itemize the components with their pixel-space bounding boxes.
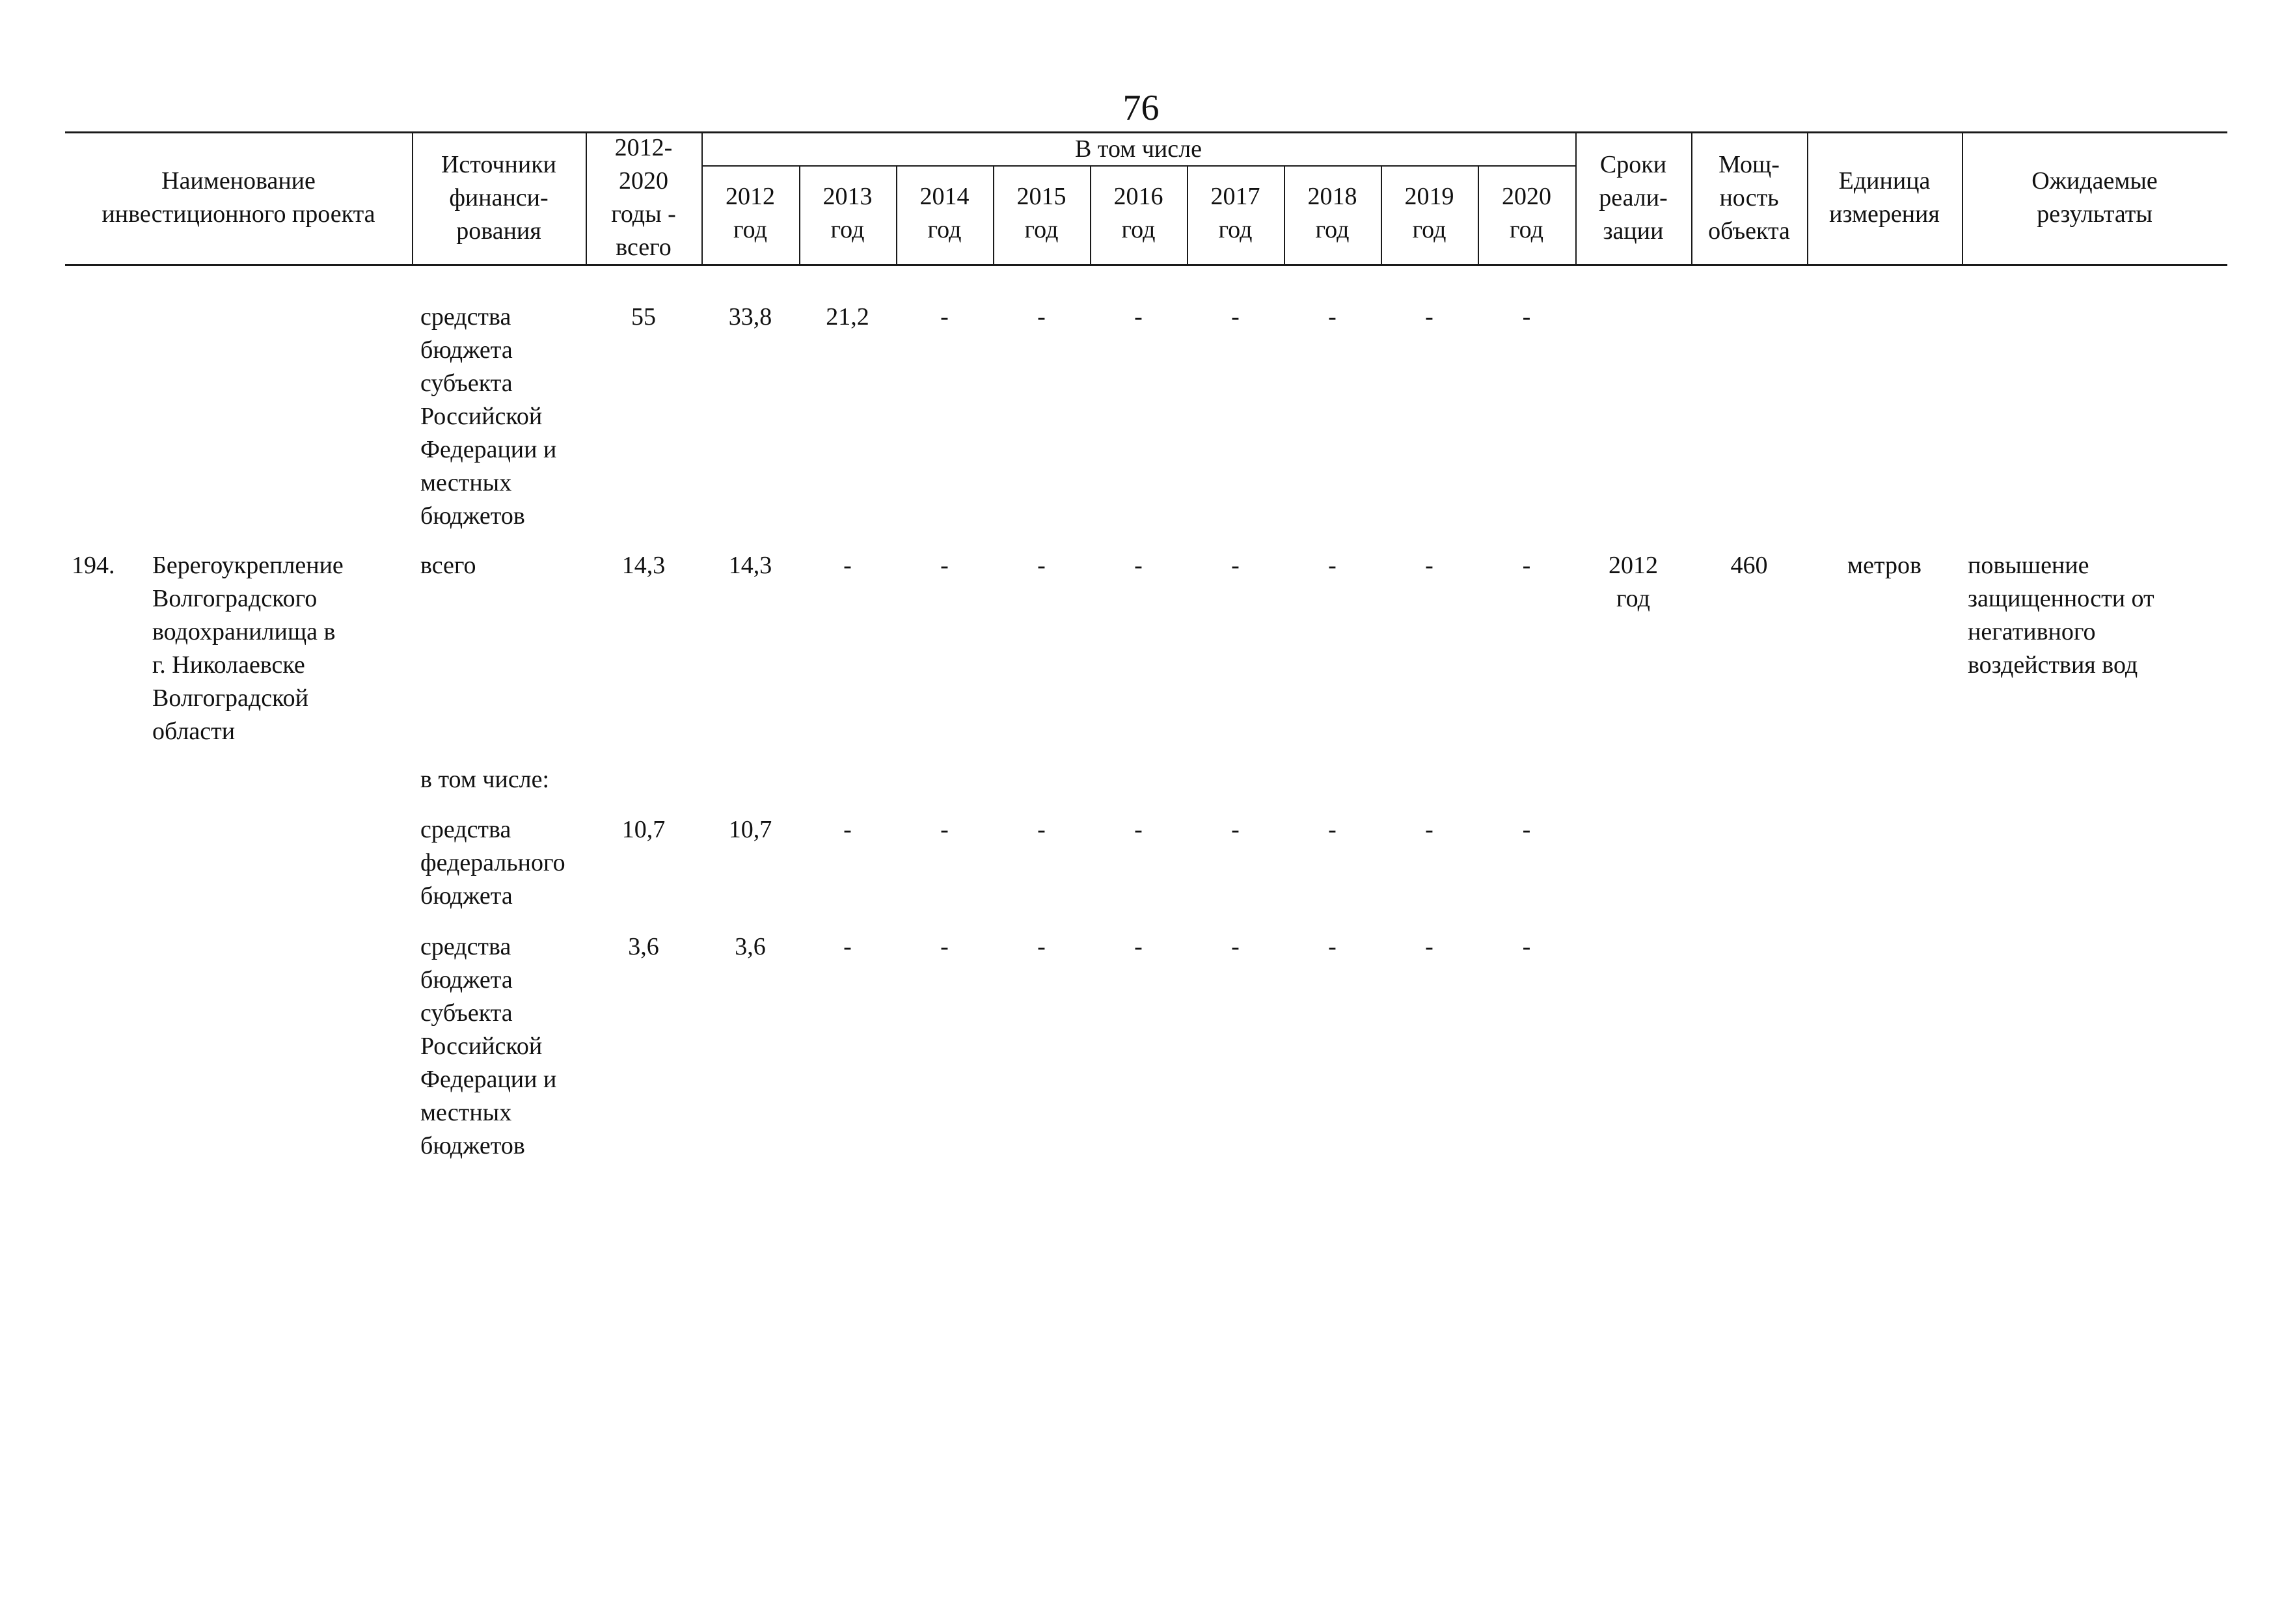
project-name: г. Николаевске: [152, 651, 305, 679]
column-header-name: Наименование: [161, 167, 316, 195]
column-header-terms: зации: [1603, 217, 1664, 245]
column-header-year: год: [1510, 216, 1543, 243]
year-value: -: [1522, 303, 1531, 331]
column-header-terms: Сроки: [1599, 150, 1667, 178]
year-value: 3,6: [735, 933, 766, 960]
year-value: -: [1037, 816, 1046, 843]
column-header-year: 2019: [1404, 183, 1454, 210]
column-header-terms: реали-: [1599, 183, 1668, 211]
financing-source: Федерации и: [420, 1066, 557, 1093]
total-value: 55: [631, 303, 656, 331]
column-header-unit: Единица: [1838, 167, 1931, 195]
year-value: -: [1522, 816, 1531, 843]
financing-source: средства: [420, 303, 511, 331]
year-value: -: [1037, 552, 1046, 579]
column-header-year: 2014: [919, 183, 970, 210]
header-bottom-rule: [65, 264, 2227, 266]
year-value: -: [940, 303, 949, 331]
column-header-results: Ожидаемые: [2031, 167, 2158, 195]
total-value: 3,6: [628, 933, 659, 960]
year-value: 21,2: [826, 303, 869, 331]
implementation-term: год: [1616, 585, 1650, 612]
column-header-year: год: [733, 216, 767, 243]
year-value: -: [1134, 552, 1143, 579]
column-header-year: 2016: [1113, 183, 1163, 210]
column-header-year: 2020: [1502, 183, 1551, 210]
year-value: -: [1134, 933, 1143, 960]
column-header-sources: Источники: [441, 150, 556, 178]
column-header-year: год: [1121, 216, 1156, 243]
year-value: -: [1328, 933, 1337, 960]
year-value: -: [1231, 552, 1240, 579]
column-header-total: годы -: [611, 200, 676, 228]
implementation-term: 2012: [1609, 552, 1658, 579]
project-number: 194.: [72, 552, 115, 579]
year-value: -: [1425, 933, 1433, 960]
year-value: -: [940, 933, 949, 960]
financing-source: федерального: [420, 849, 565, 876]
page-number: 76: [1122, 88, 1160, 128]
column-group-header: В том числе: [1075, 135, 1202, 163]
financing-source: средства: [420, 816, 511, 843]
column-header-year: 2017: [1210, 183, 1260, 210]
measurement-unit: метров: [1847, 552, 1922, 579]
year-value: -: [1522, 552, 1531, 579]
year-value: -: [1425, 816, 1433, 843]
year-value: -: [1328, 552, 1337, 579]
year-value: -: [1134, 816, 1143, 843]
project-name: Берегоукрепление: [152, 552, 344, 579]
financing-source: бюджета: [420, 882, 513, 910]
column-header-year: год: [830, 216, 865, 243]
financing-source: субъекта: [420, 370, 513, 397]
column-header-year: 2012: [726, 183, 775, 210]
financing-source: средства: [420, 933, 511, 960]
column-header-total: 2020: [619, 167, 668, 195]
column-header-total: всего: [616, 234, 672, 261]
year-value: -: [1231, 303, 1240, 331]
column-header-year: год: [1218, 216, 1253, 243]
object-capacity: 460: [1730, 552, 1768, 579]
year-value: -: [843, 933, 852, 960]
year-value: -: [843, 816, 852, 843]
column-header-year: год: [927, 216, 962, 243]
year-value: 14,3: [728, 552, 772, 579]
total-value: 10,7: [621, 816, 666, 843]
year-value: -: [1231, 933, 1240, 960]
column-header-year: год: [1315, 216, 1350, 243]
column-header-year: год: [1024, 216, 1059, 243]
year-value: -: [1037, 303, 1046, 331]
project-name: водохранилища в: [152, 618, 336, 645]
year-value: -: [1037, 933, 1046, 960]
year-value: -: [1425, 303, 1433, 331]
year-value: 10,7: [728, 816, 772, 843]
financing-source: Российской: [420, 1033, 543, 1060]
column-header-capacity: ность: [1719, 183, 1779, 211]
expected-results: негативного: [1968, 618, 2096, 645]
financing-source: Российской: [420, 403, 543, 430]
year-value: -: [1425, 552, 1433, 579]
year-value: -: [1328, 816, 1337, 843]
year-value: -: [843, 552, 852, 579]
column-header-unit: измерения: [1829, 200, 1940, 228]
column-header-year: 2013: [822, 183, 873, 210]
year-value: -: [1134, 303, 1143, 331]
column-header-sources: рования: [456, 217, 541, 245]
financing-source: бюджетов: [420, 502, 525, 530]
expected-results: повышение: [1968, 552, 2089, 579]
column-header-year: 2018: [1307, 183, 1357, 210]
column-header-name: инвестиционного проекта: [102, 200, 375, 228]
project-name: Волгоградской: [152, 684, 308, 712]
financing-source: бюджета: [420, 336, 513, 364]
column-header-year: год: [1412, 216, 1447, 243]
financing-source: всего: [420, 552, 476, 579]
financing-source: субъекта: [420, 999, 513, 1027]
financing-source: местных: [420, 469, 512, 496]
financing-source: Федерации и: [420, 436, 557, 463]
project-name: области: [152, 718, 236, 745]
financing-source: в том числе:: [420, 766, 550, 793]
financing-source: бюджета: [420, 966, 513, 994]
expected-results: воздействия вод: [1968, 651, 2138, 679]
year-value: -: [940, 816, 949, 843]
column-header-sources: финанси-: [449, 183, 549, 211]
financing-source: бюджетов: [420, 1132, 525, 1159]
column-header-year: 2015: [1016, 183, 1066, 210]
column-header-total: 2012-: [614, 134, 673, 161]
year-value: -: [1522, 933, 1531, 960]
year-value: -: [1328, 303, 1337, 331]
column-header-results: результаты: [2037, 200, 2153, 228]
column-header-capacity: объекта: [1708, 217, 1790, 245]
year-value: -: [940, 552, 949, 579]
total-value: 14,3: [621, 552, 666, 579]
financing-source: местных: [420, 1099, 512, 1126]
project-name: Волгоградского: [152, 585, 318, 612]
expected-results: защищенности от: [1968, 585, 2154, 612]
year-value: 33,8: [728, 303, 772, 331]
year-value: -: [1231, 816, 1240, 843]
column-header-capacity: Мощ-: [1718, 150, 1780, 178]
